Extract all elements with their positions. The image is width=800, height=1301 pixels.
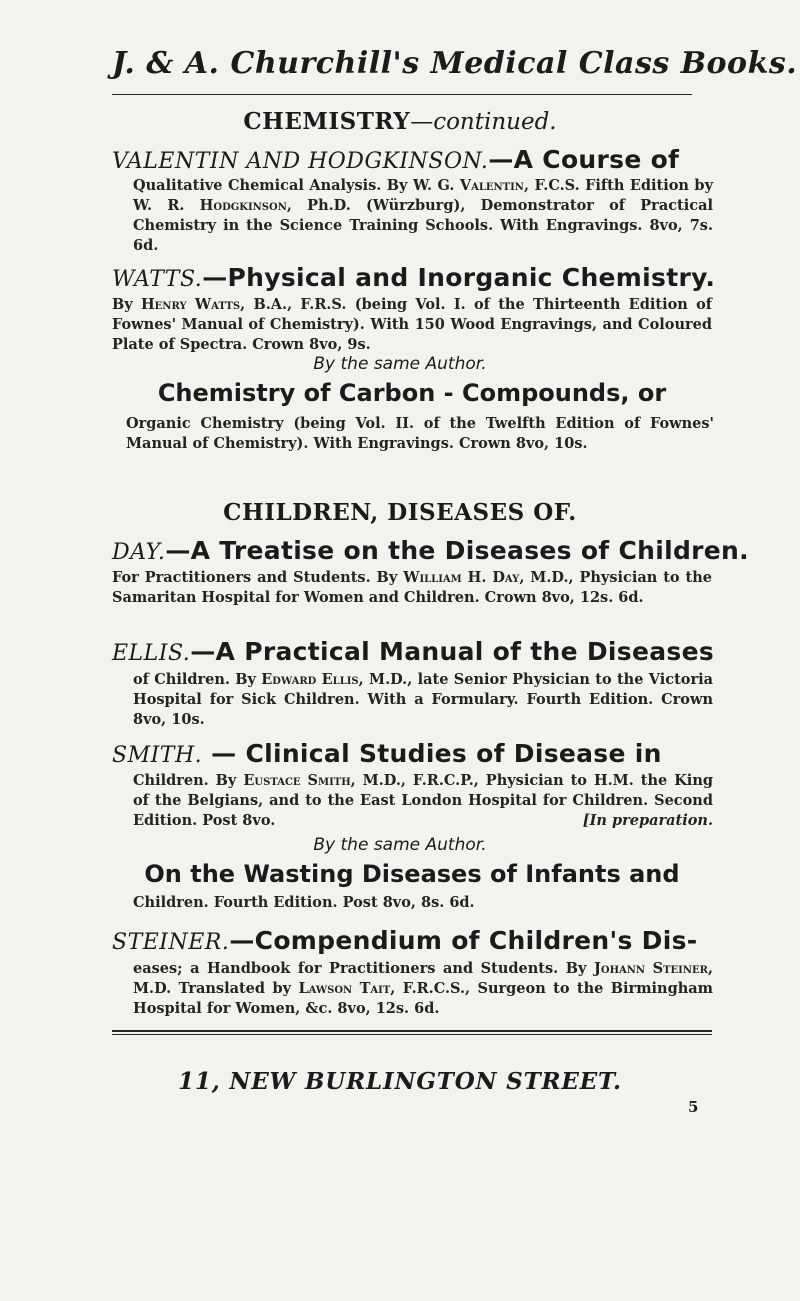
entry-description-ellis: of Children. By Edward Ellis, M.D., late Senior Physician to the Victoria Hospital for Sick Children. With a Formulary. Fourth Edition. Crown 8vo, 10s. — [133, 671, 713, 728]
related-title-wasting-diseases: On the Wasting Diseases of Infants and — [144, 860, 680, 888]
entry-heading-valentin — [112, 144, 712, 178]
entry-title: —A Treatise on the Diseases of Children. — [165, 536, 749, 565]
translator-name: Lawson Tait — [298, 980, 391, 997]
publisher-address: 11, NEW BURLINGTON STREET. — [178, 1068, 622, 1095]
entry-heading-steiner — [112, 925, 712, 959]
entry-title: —A Practical Manual of the Diseases — [190, 637, 715, 666]
entry-author: WATTS. — [112, 267, 203, 292]
entry-description-steiner: eases; a Handbook for Practitioners and Students. By Johann Steiner, M.D. Translated by Lawson Tait, F.R.C.S., Surgeon to the Birmingham Hospital for Women, &c. 8vo, 12s. 6d. — [133, 960, 714, 1017]
author-name: Edward Ellis — [261, 671, 359, 688]
entry-heading-day — [112, 535, 749, 569]
related-title-carbon-compounds: Chemistry of Carbon - Compounds, or — [157, 379, 667, 407]
series-title: J. & A. Churchill's Medical Class Books. — [112, 46, 798, 81]
entry-heading-watts — [112, 262, 716, 296]
same-author-byline: By the same Author. — [313, 354, 487, 374]
entry-author: VALENTIN AND HODGKINSON. — [112, 149, 489, 174]
entry-author: ELLIS. — [112, 641, 191, 666]
in-preparation-note: [In preparation. — [582, 812, 713, 829]
entry-heading-smith — [112, 738, 712, 772]
author-name: Eustace Smith — [243, 772, 351, 789]
header-rule — [112, 94, 692, 95]
related-description-wasting-diseases: Children. Fourth Edition. Post 8vo, 8s. 6d. — [133, 894, 475, 911]
entry-title: —A Course of — [488, 145, 680, 174]
entry-title: — Clinical Studies of Disease in — [202, 739, 662, 768]
entry-description-watts: By Henry Watts, B.A., F.R.S. (being Vol. I. of the Thirteenth Edition of Fownes' Manual of Chemistry). With 150 Wood Engravings, and Coloured Plate of Spectra. Crown 8vo, 9s. — [112, 296, 712, 353]
entry-heading-ellis — [112, 636, 715, 670]
editor-name: Hodgkinson — [199, 197, 287, 214]
footer-rule-bottom — [112, 1034, 712, 1035]
footer-rule-top — [112, 1030, 712, 1032]
related-description-carbon-compounds: Organic Chemistry (being Vol. II. of the Twelfth Edition of Fownes' Manual of Chemistry). With Engravings. Crown 8vo, 10s. — [126, 415, 714, 452]
same-author-byline: By the same Author. — [313, 835, 487, 855]
author-name: Henry Watts — [140, 296, 241, 313]
continued-note: —continued. — [410, 109, 557, 135]
entry-description-day: For Practitioners and Students. By William H. Day, M.D., Physician to the Samaritan Hospital for Women and Children. Crown 8vo, 12s. 6d. — [112, 569, 712, 606]
author-name: William H. Day — [403, 569, 520, 586]
entry-description-valentin: Qualitative Chemical Analysis. By W. G. Valentin, F.C.S. Fifth Edition by W. R. Hodgkinson, Ph.D. (Würzburg), Demonstrator of Practical Chemistry in the Science Training Schools. With Engravings. 8vo, 7s. 6d. — [133, 177, 713, 254]
section-heading-label: CHEMISTRY — [243, 108, 411, 135]
entry-author: DAY. — [112, 540, 166, 565]
entry-author: STEINER. — [112, 930, 230, 955]
page-number: 5 — [688, 1098, 699, 1116]
author-name: Valentin — [459, 177, 524, 194]
entry-description-smith: Children. By Eustace Smith, M.D., F.R.C.P., Physician to H.M. the King of the Belgians, and to the East London Hospital for Children. Second Edition. Post 8vo. [In preparation. — [133, 772, 713, 829]
entry-title: —Physical and Inorganic Chemistry. — [202, 263, 716, 292]
entry-author: SMITH. — [112, 743, 203, 768]
section-heading-children: CHILDREN, DISEASES OF. — [223, 499, 577, 526]
section-heading-chemistry — [0, 108, 800, 135]
author-name: Johann Steiner — [594, 960, 708, 977]
entry-title: —Compendium of Children's Dis- — [229, 926, 698, 955]
